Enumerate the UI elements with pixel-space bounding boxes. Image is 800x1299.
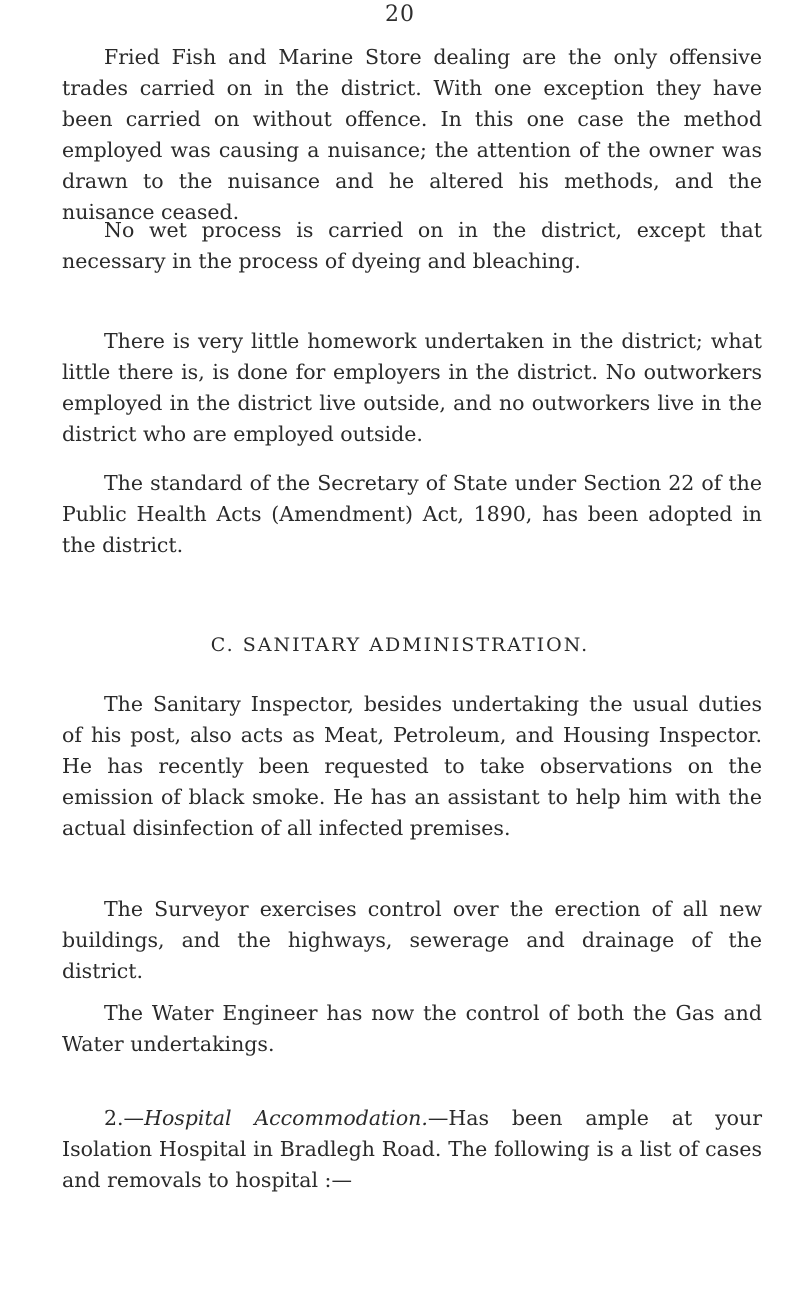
page-number: 20 <box>385 2 415 27</box>
hospital-number: 2.— <box>104 1106 145 1130</box>
paragraph-offensive-trades: Fried Fish and Marine Store dealing are the only offensive trades carried on in the district. With one exception they have been carried on without offence. In this one case the method employed was causing a nuisance; the attention of the owner was drawn to the nuisance and he altered his methods, and the nuisance ceased. <box>62 45 762 224</box>
paragraph-water-engineer: The Water Engineer has now the control of both the Gas and Water undertakings. <box>62 1001 762 1056</box>
hospital-body: —Has been ample at your Isolation Hospital in Bradlegh Road. The following is a list of cases and removals to hospital :— <box>62 1106 762 1192</box>
paragraph-wet-process: No wet process is carried on in the district, except that necessary in the process of dyeing and bleaching. <box>62 218 762 273</box>
section-heading-sanitary-administration: C. SANITARY ADMINISTRATION. <box>210 634 590 656</box>
paragraph-hospital-accommodation <box>62 1103 762 1196</box>
hospital-title: Hospital Accommodation. <box>144 1106 428 1130</box>
paragraph-standard: The standard of the Secretary of State under Section 22 of the Public Health Acts (Amendment) Act, 1890, has been adopted in the district. <box>62 471 762 557</box>
paragraph-surveyor: The Surveyor exercises control over the erection of all new buildings, and the highways, sewerage and drainage of the district. <box>62 897 762 983</box>
paragraph-sanitary-inspector: The Sanitary Inspector, besides undertaking the usual duties of his post, also acts as Meat, Petroleum, and Housing Inspector. He has recently been requested to take observations on the emission of black smoke. He has an assistant to help him with the actual disinfection of all infected premises. <box>62 692 762 840</box>
paragraph-homework: There is very little homework undertaken in the district; what little there is, is done for employers in the district. No outworkers employed in the district live outside, and no outworkers live in the district who are employed outside. <box>62 329 762 446</box>
